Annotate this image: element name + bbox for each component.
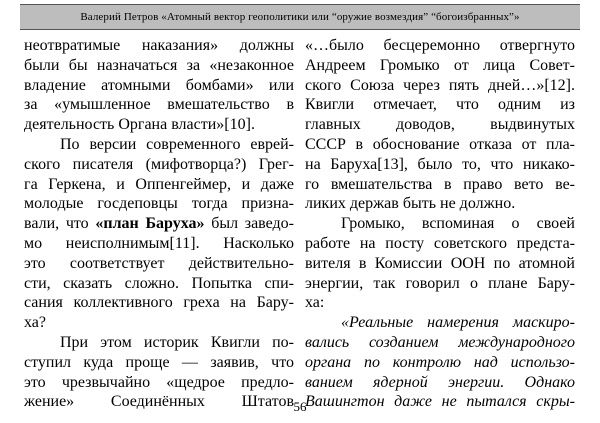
text-line: Квигли отмечает, что одним из [305,96,575,114]
text-line: за «умышленное вмешательство в [24,96,294,114]
running-header [20,4,580,30]
quote-line: вались созданием международного [305,333,575,351]
text-line: Громыко, вспоминая о своей [341,215,575,233]
text-line: владение атомными бомбами» или [24,76,294,94]
text-line: «…было бесцеремонно отвергнуто [305,37,575,54]
text-line: на Баруха[13], было то, что никако- [305,155,575,173]
text-line: СССР в обоснование отказа от пла- [305,135,575,153]
quote-line: органа по контролю над использо- [305,353,575,371]
text-line: вителя в Комиссии ООН по атомной [305,254,575,272]
quote-line: ванием ядерной энергии. Однако [305,373,575,391]
text-line-with-bold [24,214,294,234]
text-line: были бы назначаться за «незаконное [24,56,294,74]
text-line: это соответствует действительно- [24,254,294,272]
text-line: При этом историк Квигли по- [60,333,294,351]
text-fragment: был заведо- [204,215,294,233]
text-line: По версии современного еврей- [60,135,294,153]
text-line: неотвратимые наказания» должны [24,37,294,54]
text-line: работе на посту советского предста- [305,234,575,252]
right-text-column [305,36,575,412]
text-line: ского Союза через пять дней…»[12]. [305,76,575,94]
text-line: деятельность Органа власти»[10]. [24,116,255,134]
text-line: молодые госдеповцы тогда признa- [24,195,294,213]
text-line: ступил куда проще — заявив, что [24,353,294,371]
quote-line: Вашингтон даже не пытался скры- [305,393,575,411]
text-line: га Геркена, и Оппенгеймер, и даже [24,175,294,193]
page-number: 56 [293,399,307,414]
bold-term: «план Баруха» [95,215,205,233]
text-line: го вмешательства в право вето ве- [305,175,575,193]
text-line: Андреем Громыко от лица Совет- [305,56,575,74]
running-title: Валерий Петров «Атомный вектор геополитики или “оружие возмездия” “богоизбранных”» [80,11,520,23]
text-line: ха: [305,294,325,312]
text-fragment: вали, что [24,215,96,233]
text-line: ского писателя (мифотворца?) Грег- [24,155,294,173]
text-line: жение» Соединённых Штатов [24,393,294,411]
text-line: главных доводов, выдвинутых [305,116,575,134]
quote-line: «Реальные намерения маскиро- [341,314,575,332]
text-line: мо неисполнимым[11]. Насколько [24,234,294,252]
left-text-column [24,36,294,412]
text-line: ха? [24,314,46,332]
text-line: это чрезвычайно «щедрое предло- [24,373,294,391]
text-line: энергии, так говорил о плане Бару- [305,274,575,292]
text-line: сания коллективного греха на Бару- [24,294,294,312]
text-line: ликих держав быть не должно. [305,195,516,213]
text-line: сти, сказать сложно. Попытка спи- [24,274,294,292]
